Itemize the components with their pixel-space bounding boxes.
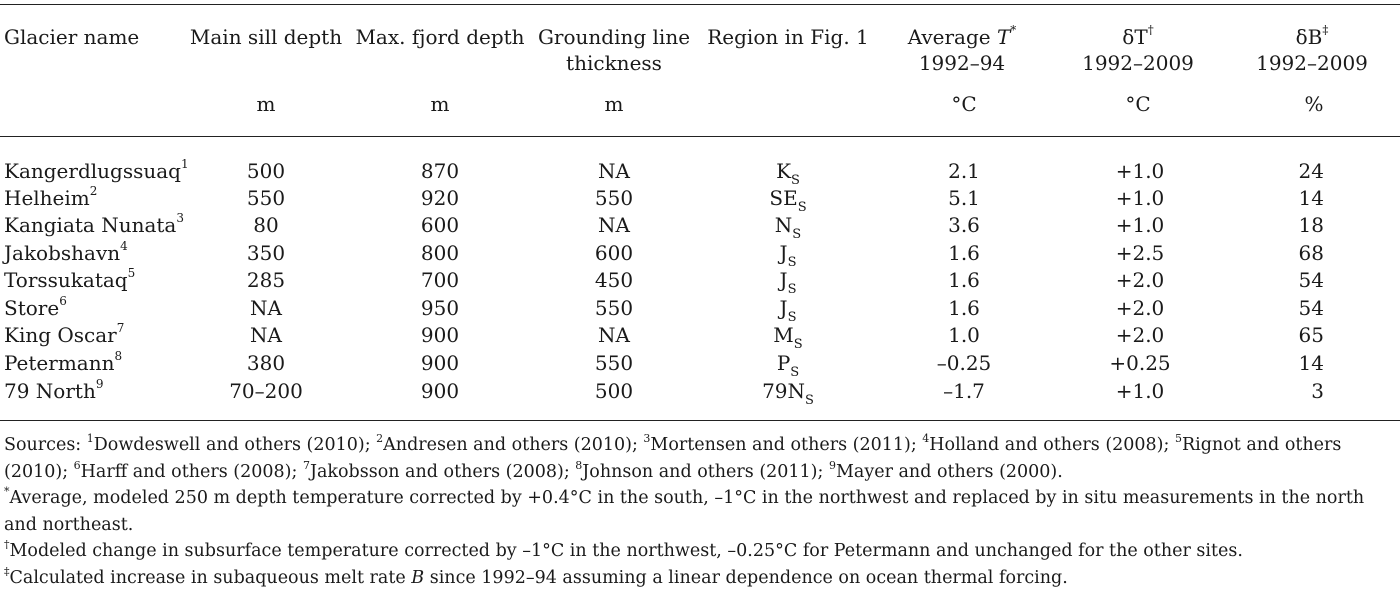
cell-delta-b: 3: [1311, 379, 1324, 403]
cell-average-t: 1.6: [948, 296, 980, 320]
table-row: [0, 157, 1400, 188]
cell-grounding-line: NA: [598, 159, 630, 183]
cell-average-t: 1.0: [948, 323, 980, 347]
cell-grounding-line: 600: [594, 241, 634, 265]
unit-delta-b: %: [1304, 92, 1324, 116]
header-grounding-line: [538, 24, 690, 76]
footnote-sources: Sources: $^1$Dowdeswell and others (2010); $^2$Andresen and others (2010); $^3$Mortensen and others (2011); $^4$Holland and others (2008); $^5$Rignot and others (2010); $^6$Harff and others (2008); $^7$Jakobsson and others (2008); $^8$Johnson and others (2011); $^9$Mayer and others (2000).: [4, 432, 1342, 482]
cell-delta-t: +2.0: [1115, 323, 1165, 347]
cell-reference-mark: 5: [127, 266, 136, 281]
cell-glacier-name: Kangiata Nunata$^3$: [4, 211, 184, 237]
cell-reference-mark: 6: [59, 294, 67, 309]
table-row: [0, 349, 1400, 380]
cell-delta-b: 68: [1298, 241, 1324, 265]
cell-max-fjord-depth: 600: [420, 213, 460, 237]
cell-glacier-name: Kangerdlugssuaq$^1$: [4, 157, 189, 183]
cell-average-t: 1.6: [948, 241, 980, 265]
cell-glacier-name: Helheim$^2$: [4, 184, 98, 210]
cell-grounding-line: 550: [594, 186, 634, 210]
unit-delta-t: °C: [1125, 92, 1151, 116]
header-delta-b-mark: ‡: [1322, 23, 1329, 38]
header-average-t: [908, 24, 1017, 76]
cell-main-sill-depth: NA: [250, 323, 282, 347]
cell-reference-mark: 9: [95, 377, 104, 392]
table-row: [0, 239, 1400, 270]
cell-max-fjord-depth: 700: [420, 268, 460, 292]
cell-delta-t: +1.0: [1115, 159, 1165, 183]
cell-region: $J_S$: [779, 241, 797, 270]
cell-delta-t: +2.0: [1115, 296, 1165, 320]
cell-reference-mark: 4: [120, 239, 128, 254]
header-main-sill-depth: Main sill depth: [189, 25, 343, 49]
cell-main-sill-depth: 350: [246, 241, 286, 265]
cell-reference-mark: 3: [176, 211, 184, 226]
cell-delta-t: +0.25: [1109, 351, 1171, 375]
cell-grounding-line: NA: [598, 323, 630, 347]
cell-delta-b: 65: [1298, 323, 1324, 347]
header-region: Region in Fig. 1: [707, 25, 869, 49]
cell-delta-b: 54: [1298, 268, 1324, 292]
footnote-delta-b: ‡Calculated increase in subaqueous melt rate B since 1992–94 assuming a linear dependence on ocean thermal forcing.: [4, 564, 1068, 588]
cell-glacier-name: 79 North$^9$: [4, 377, 104, 403]
cell-reference-mark: 1: [180, 157, 189, 172]
header-average-t-period: 1992–94: [918, 51, 1006, 75]
cell-main-sill-depth: 285: [246, 268, 286, 292]
header-average-t-symbol: T: [996, 25, 1011, 49]
cell-region: $N_S$: [774, 213, 802, 242]
header-max-fjord-depth: Max. fjord depth: [355, 25, 525, 49]
cell-reference-mark: 7: [116, 321, 125, 336]
cell-average-t: –1.7: [943, 379, 985, 403]
cell-main-sill-depth: 500: [246, 159, 286, 183]
cell-grounding-line: 500: [594, 379, 634, 403]
header-grounding-line-1: Grounding line: [537, 25, 691, 49]
header-grounding-line-2: thickness: [566, 51, 662, 75]
cell-average-t: 1.6: [948, 268, 980, 292]
cell-delta-b: 24: [1298, 159, 1324, 183]
cell-max-fjord-depth: 900: [420, 351, 460, 375]
cell-main-sill-depth: 80: [253, 213, 279, 237]
cell-delta-b: 14: [1298, 351, 1324, 375]
header-average-t-label: Average: [907, 25, 997, 49]
header-delta-t: [1082, 24, 1194, 76]
cell-delta-b: 18: [1298, 213, 1324, 237]
cell-glacier-name: Petermann$^8$: [4, 349, 123, 375]
cell-region: $79N_S$: [762, 379, 814, 408]
cell-region: $P_S$: [776, 351, 800, 380]
cell-delta-b: 14: [1298, 186, 1324, 210]
unit-main-sill-depth: m: [256, 92, 276, 116]
cell-max-fjord-depth: 900: [420, 379, 460, 403]
header-delta-t-label: δT: [1122, 25, 1148, 49]
cell-glacier-name: Torssukataq$^5$: [4, 266, 136, 292]
cell-main-sill-depth: 70–200: [229, 379, 303, 403]
cell-grounding-line: 550: [594, 351, 634, 375]
header-delta-b-label: δB: [1295, 25, 1323, 49]
header-delta-t-period: 1992–2009: [1082, 51, 1194, 75]
table-row: [0, 377, 1400, 408]
cell-average-t: 3.6: [948, 213, 980, 237]
cell-region: $J_S$: [779, 268, 797, 297]
cell-reference-mark: 2: [89, 184, 98, 199]
cell-delta-t: +2.0: [1115, 268, 1165, 292]
cell-average-t: –0.25: [936, 351, 992, 375]
cell-max-fjord-depth: 870: [420, 159, 460, 183]
cell-region: $K_S$: [776, 159, 800, 188]
unit-grounding-line: m: [604, 92, 624, 116]
cell-region: $M_S$: [773, 323, 803, 352]
table-row: [0, 294, 1400, 325]
cell-max-fjord-depth: 800: [420, 241, 460, 265]
footnote-delta-t: †Modeled change in subsurface temperature corrected by –1°C in the northwest, –0.25°C for Petermann and unchanged for the other sites.: [4, 538, 1243, 561]
cell-region: $J_S$: [779, 296, 797, 325]
table-row: [0, 266, 1400, 297]
cell-glacier-name: Jakobshavn$^4$: [4, 239, 128, 265]
cell-reference-mark: 8: [114, 349, 123, 364]
cell-average-t: 5.1: [948, 186, 980, 210]
bottom-rule: [0, 420, 1400, 421]
unit-average-t: °C: [951, 92, 977, 116]
table-row: [0, 184, 1400, 215]
footnote-average-t: *Average, modeled 250 m depth temperature corrected by +0.4°C in the south, –1°C in the northwest and replaced by in situ measurements in the north and northeast.: [4, 485, 1365, 535]
cell-region: $SE_S$: [769, 186, 807, 215]
cell-main-sill-depth: 380: [246, 351, 286, 375]
cell-delta-t: +1.0: [1115, 186, 1165, 210]
cell-max-fjord-depth: 900: [420, 323, 460, 347]
header-delta-b: [1256, 24, 1368, 76]
cell-glacier-name: Store$^6$: [4, 294, 67, 320]
header-delta-b-period: 1992–2009: [1256, 51, 1368, 75]
header-delta-t-mark: †: [1147, 23, 1154, 38]
cell-grounding-line: NA: [598, 213, 630, 237]
cell-delta-t: +2.5: [1115, 241, 1165, 265]
cell-max-fjord-depth: 950: [420, 296, 460, 320]
table-row: [0, 211, 1400, 242]
header-glacier-name: Glacier name: [4, 25, 140, 49]
cell-average-t: 2.1: [948, 159, 980, 183]
header-average-t-mark: *: [1010, 23, 1017, 38]
cell-glacier-name: King Oscar$^7$: [4, 321, 125, 347]
table-row: [0, 321, 1400, 352]
cell-max-fjord-depth: 920: [420, 186, 460, 210]
cell-grounding-line: 450: [594, 268, 634, 292]
cell-delta-t: +1.0: [1115, 213, 1165, 237]
header-rule: [0, 136, 1400, 137]
unit-max-fjord-depth: m: [430, 92, 450, 116]
cell-grounding-line: 550: [594, 296, 634, 320]
cell-delta-t: +1.0: [1115, 379, 1165, 403]
table-footnotes: [4, 432, 1400, 591]
top-rule: [0, 4, 1400, 5]
cell-main-sill-depth: 550: [246, 186, 286, 210]
cell-main-sill-depth: NA: [250, 296, 282, 320]
cell-delta-b: 54: [1298, 296, 1324, 320]
